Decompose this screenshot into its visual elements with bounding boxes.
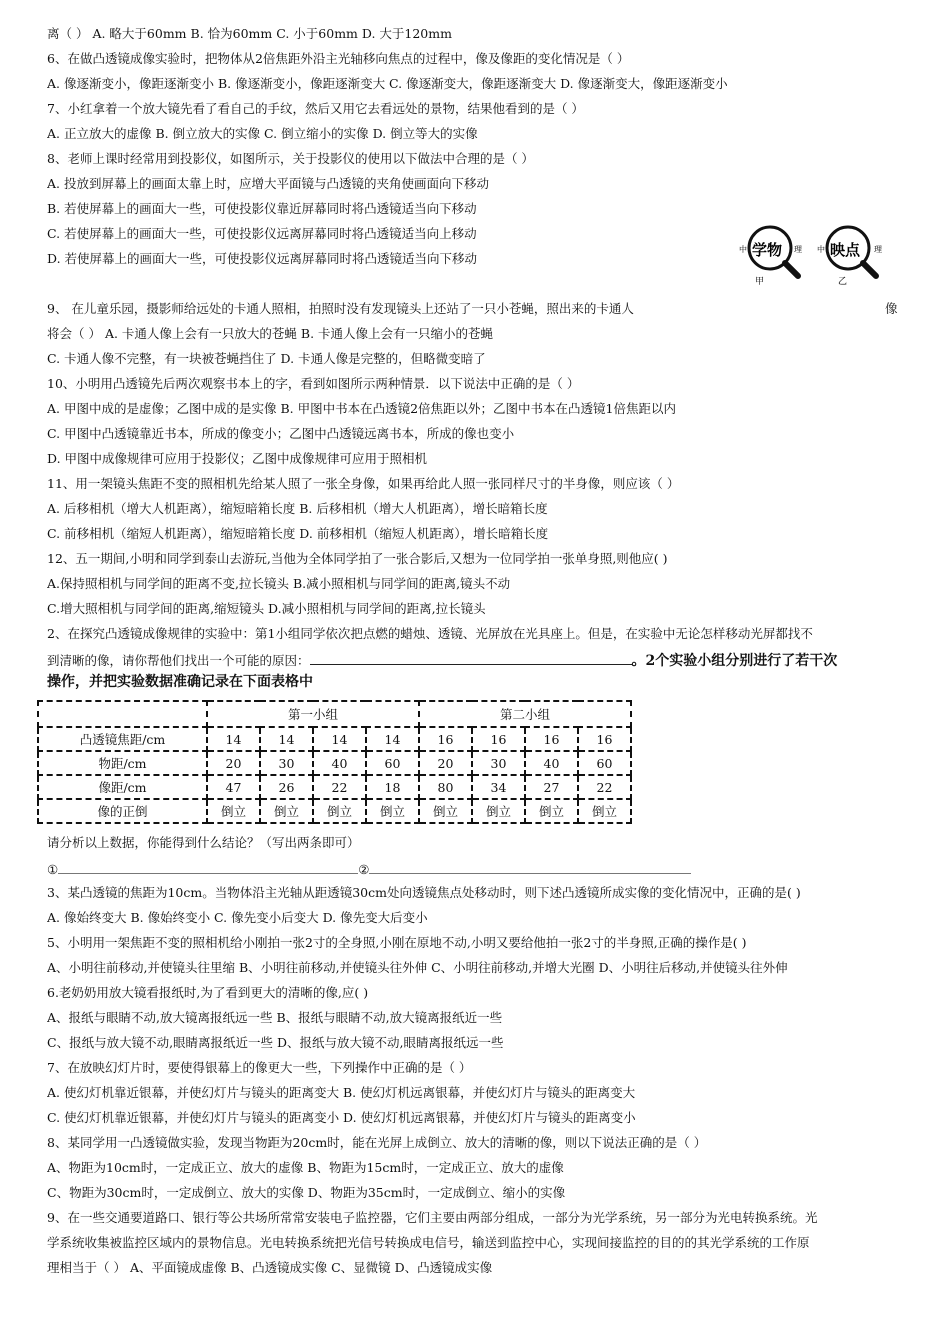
- table-row-label: 像距/cm: [38, 775, 207, 799]
- table-cell: 22: [578, 775, 631, 799]
- figure-right-small-b: 理: [874, 245, 882, 254]
- table-cell: 26: [260, 775, 313, 799]
- question-10-stem: 10、小明用凸透镜先后两次观察书本上的字，看到如图所示两种情景．以下说法中正确的是（ ）: [47, 376, 580, 391]
- question-10-option-d: D. 甲图中成像规律可应用于投影仪；乙图中成像规律可应用于照相机: [47, 451, 428, 466]
- table-cell: 倒立: [419, 799, 472, 823]
- table-cell: 60: [366, 751, 419, 775]
- question-10-options-ab: A. 甲图中成的是虚像；乙图中成的是实像 B. 甲图中书本在凸透镜2倍焦距以外；乙图中书本在凸透镜1倍焦距以内: [47, 401, 676, 416]
- table-cell: 14: [260, 727, 313, 751]
- figure-right-small-a: 中: [817, 245, 825, 254]
- experiment-2-line-2-tail: 。2个实验小组分别进行了若干次: [631, 653, 838, 669]
- table-cell: 18: [366, 775, 419, 799]
- question-9-stem: 9、 在儿童乐园，摄影师给远处的卡通人照相，拍照时没有发现镜头上还站了一只小苍蝇，照出来的卡通人: [47, 301, 634, 316]
- table-cell: 34: [472, 775, 525, 799]
- question-11-stem: 11、用一架镜头焦距不变的照相机先给某人照了一张全身像，如果再给此人照一张同样尺寸的半身像，则应该（ ）: [47, 476, 680, 491]
- table-cell: 16: [472, 727, 525, 751]
- question-7-stem: 7、小红拿着一个放大镜先看了看自己的手纹，然后又用它去看远处的景物，结果他看到的是（ ）: [47, 101, 584, 116]
- section-question-7-stem: 7、在放映幻灯片时，要使得银幕上的像更大一些，下列操作中正确的是（ ）: [47, 1060, 472, 1075]
- table-cell: 14: [207, 727, 260, 751]
- table-cell: 20: [207, 751, 260, 775]
- table-row: [38, 775, 631, 799]
- figure-right-big: 映点: [830, 241, 861, 259]
- table-cell: 16: [525, 727, 578, 751]
- figure-left-small-a: 中: [739, 245, 747, 254]
- section-question-3-stem: 3、某凸透镜的焦距为10cm。当物体沿主光轴从距透镜30cm处向透镜焦点处移动时，则下述凸透镜所成实像的变化情况中，正确的是( ): [47, 885, 801, 900]
- table-cell: 27: [525, 775, 578, 799]
- section-question-5-options: A、小明往前移动,并使镜头往里缩 B、小明往前移动,并使镜头往外伸 C、小明往前移动,并增大光圈 D、小明往后移动,并使镜头往外伸: [47, 960, 788, 975]
- experiment-2-line-2: [47, 650, 909, 670]
- magnifier-jia: [739, 227, 802, 287]
- table-group-2-header: 第二小组: [419, 701, 631, 727]
- question-9-options-cd: C. 卡通人像不完整，有一块被苍蝇挡住了 D. 卡通人像是完整的，但略微变暗了: [47, 351, 486, 366]
- table-cell: 30: [260, 751, 313, 775]
- magnifier-yi: [817, 227, 882, 287]
- question-12-stem: 12、五一期间,小明和同学到泰山去游玩,当他为全体同学拍了一张合影后,又想为一位同学拍一张单身照,则他应( ): [47, 551, 668, 566]
- conclusion-2-marker: ②: [358, 862, 370, 877]
- experiment-data-table: [37, 700, 632, 824]
- table-cell: 60: [578, 751, 631, 775]
- table-corner-cell: [38, 701, 207, 727]
- table-cell: 倒立: [578, 799, 631, 823]
- conclusion-1-blank[interactable]: [58, 859, 358, 874]
- question-12-options-cd: C.增大照相机与同学间的距离,缩短镜头 D.减小照相机与同学间的距离,拉长镜头: [47, 601, 486, 616]
- section-question-8-options-cd: C、物距为30cm时，一定成倒立、放大的实像 D、物距为35cm时，一定成倒立、缩小的实像: [47, 1185, 566, 1200]
- conclusion-1-marker: ①: [47, 862, 59, 877]
- section-question-6-options-ab: A、报纸与眼睛不动,放大镜离报纸远一些 B、报纸与眼睛不动,放大镜离报纸近一些: [47, 1010, 503, 1025]
- table-cell: 20: [419, 751, 472, 775]
- experiment-2-reason-prompt: 到清晰的像，请你帮他们找出一个可能的原因：: [47, 653, 310, 668]
- question-6-options: A. 像逐渐变小，像距逐渐变小 B. 像逐渐变小，像距逐渐变大 C. 像逐渐变大，像距逐渐变大 D. 像逐渐变大，像距逐渐变小: [47, 76, 728, 91]
- table-cell: 80: [419, 775, 472, 799]
- table-row-label: 像的正倒: [38, 799, 207, 823]
- question-8-option-a: A. 投放到屏幕上的画面太靠上时，应增大平面镜与凸透镜的夹角使画面向下移动: [47, 176, 489, 191]
- question-8-option-d: D. 若使屏幕上的画面大一些，可使投影仪远离屏幕同时将凸透镜适当向下移动: [47, 251, 478, 266]
- table-cell: 30: [472, 751, 525, 775]
- table-cell: 14: [366, 727, 419, 751]
- table-cell: 倒立: [472, 799, 525, 823]
- section-question-8-stem: 8、某同学用一凸透镜做实验，发现当物距为20cm时，能在光屏上成倒立、放大的清晰的像，则以下说法正确的是（ ）: [47, 1135, 707, 1150]
- table-cell: 倒立: [207, 799, 260, 823]
- question-12-options-ab: A.保持照相机与同学间的距离不变,拉长镜头 B.减小照相机与同学间的距离,镜头不动: [47, 576, 511, 591]
- section-question-3-options: A. 像始终变大 B. 像始终变小 C. 像先变小后变大 D. 像先变大后变小: [47, 910, 428, 925]
- table-cell: 40: [525, 751, 578, 775]
- section-question-7-options-ab: A. 使幻灯机靠近银幕，并使幻灯片与镜头的距离变大 B. 使幻灯机远离银幕，并使幻灯片与镜头的距离变大: [47, 1085, 636, 1100]
- prev-question-options: 离（ ） A. 略大于60mm B. 恰为60mm C. 小于60mm D. 大于120mm: [47, 26, 452, 41]
- table-cell: 倒立: [260, 799, 313, 823]
- table-row: [38, 727, 631, 751]
- table-cell: 倒立: [366, 799, 419, 823]
- table-row-label: 凸透镜焦距/cm: [38, 727, 207, 751]
- conclusion-blanks: [47, 859, 909, 879]
- table-group-1-header: 第一小组: [207, 701, 419, 727]
- question-9-options-ab: 将会（ ） A. 卡通人像上会有一只放大的苍蝇 B. 卡通人像上会有一只缩小的苍蝇: [47, 326, 494, 341]
- section-question-9-line-1: 9、在一些交通要道路口、银行等公共场所常常安装电子监控器，它们主要由两部分组成，一部分为光学系统，另一部分为光电转换系统。光: [47, 1210, 818, 1225]
- question-8-stem: 8、老师上课时经常用到投影仪，如图所示，关于投影仪的使用以下做法中合理的是（ ）: [47, 151, 534, 166]
- question-7-options: A. 正立放大的虚像 B. 倒立放大的实像 C. 倒立缩小的实像 D. 倒立等大的实像: [47, 126, 478, 141]
- section-question-7-options-cd: C. 使幻灯机靠近银幕，并使幻灯片与镜头的距离变小 D. 使幻灯机远离银幕，并使幻灯片与镜头的距离变小: [47, 1110, 636, 1125]
- experiment-2-line-1: 2、在探究凸透镜成像规律的实验中：第1小组同学依次把点燃的蜡烛、透镜、光屏放在光具座上。但是，在实验中无论怎样移动光屏都找不: [47, 626, 813, 641]
- experiment-2-line-3: 操作，并把实验数据准确记录在下面表格中: [47, 674, 313, 690]
- question-11-options-ab: A. 后移相机（增大人机距离），缩短暗箱长度 B. 后移相机（增大人机距离），增长暗箱长度: [47, 501, 548, 516]
- table-cell: 22: [313, 775, 366, 799]
- section-question-9-line-3: 理相当于（ ） A、平面镜成虚像 B、凸透镜成实像 C、显微镜 D、凸透镜成实像: [47, 1260, 493, 1275]
- question-8-option-c: C. 若使屏幕上的画面大一些，可使投影仪远离屏幕同时将凸透镜适当向上移动: [47, 226, 477, 241]
- figure-caption-jia: 甲: [755, 277, 765, 287]
- table-cell: 倒立: [525, 799, 578, 823]
- section-question-5-stem: 5、小明用一架焦距不变的照相机给小刚拍一张2寸的全身照,小刚在原地不动,小明又要给他拍一张2寸的半身照,正确的操作是( ): [47, 935, 747, 950]
- section-question-8-options-ab: A、物距为10cm时，一定成正立、放大的虚像 B、物距为15cm时，一定成正立、放大的虚像: [47, 1160, 564, 1175]
- table-cell: 40: [313, 751, 366, 775]
- table-cell: 16: [419, 727, 472, 751]
- magnifier-figure: [728, 218, 898, 290]
- question-10-option-c: C. 甲图中凸透镜靠近书本，所成的像变小；乙图中凸透镜远离书本，所成的像也变小: [47, 426, 515, 441]
- table-cell: 倒立: [313, 799, 366, 823]
- figure-left-small-b: 理: [794, 245, 802, 254]
- reason-answer-blank[interactable]: [310, 650, 632, 665]
- question-6-stem: 6、在做凸透镜成像实验时，把物体从2倍焦距外沿主光轴移向焦点的过程中，像及像距的变化情况是（ ）: [47, 51, 630, 66]
- question-8-option-b: B. 若使屏幕上的画面大一些，可使投影仪靠近屏幕同时将凸透镜适当向下移动: [47, 201, 477, 216]
- figure-left-big: 学物: [752, 241, 783, 259]
- table-header-row: [38, 701, 631, 727]
- section-question-6-options-cd: C、报纸与放大镜不动,眼睛离报纸近一些 D、报纸与放大镜不动,眼睛离报纸远一些: [47, 1035, 504, 1050]
- table-cell: 16: [578, 727, 631, 751]
- table-row: [38, 799, 631, 823]
- section-question-9-line-2: 学系统收集被监控区域内的景物信息。光电转换系统把光信号转换成电信号，输送到监控中心，实现间接监控的目的的其光学系统的工作原: [47, 1235, 810, 1250]
- experiment-2-ask: 请分析以上数据，你能得到什么结论？（写出两条即可）: [47, 835, 360, 850]
- table-cell: 47: [207, 775, 260, 799]
- question-11-options-cd: C. 前移相机（缩短人机距离），缩短暗箱长度 D. 前移相机（缩短人机距离），增长暗箱长度: [47, 526, 549, 541]
- section-question-6-stem: 6.老奶奶用放大镜看报纸时,为了看到更大的清晰的像,应( ): [47, 985, 369, 1000]
- table-row-label: 物距/cm: [38, 751, 207, 775]
- conclusion-2-blank[interactable]: [369, 859, 691, 874]
- table-cell: 14: [313, 727, 366, 751]
- question-9-stem-end: 像: [885, 301, 898, 316]
- figure-caption-yi: 乙: [838, 277, 848, 287]
- table-row: [38, 751, 631, 775]
